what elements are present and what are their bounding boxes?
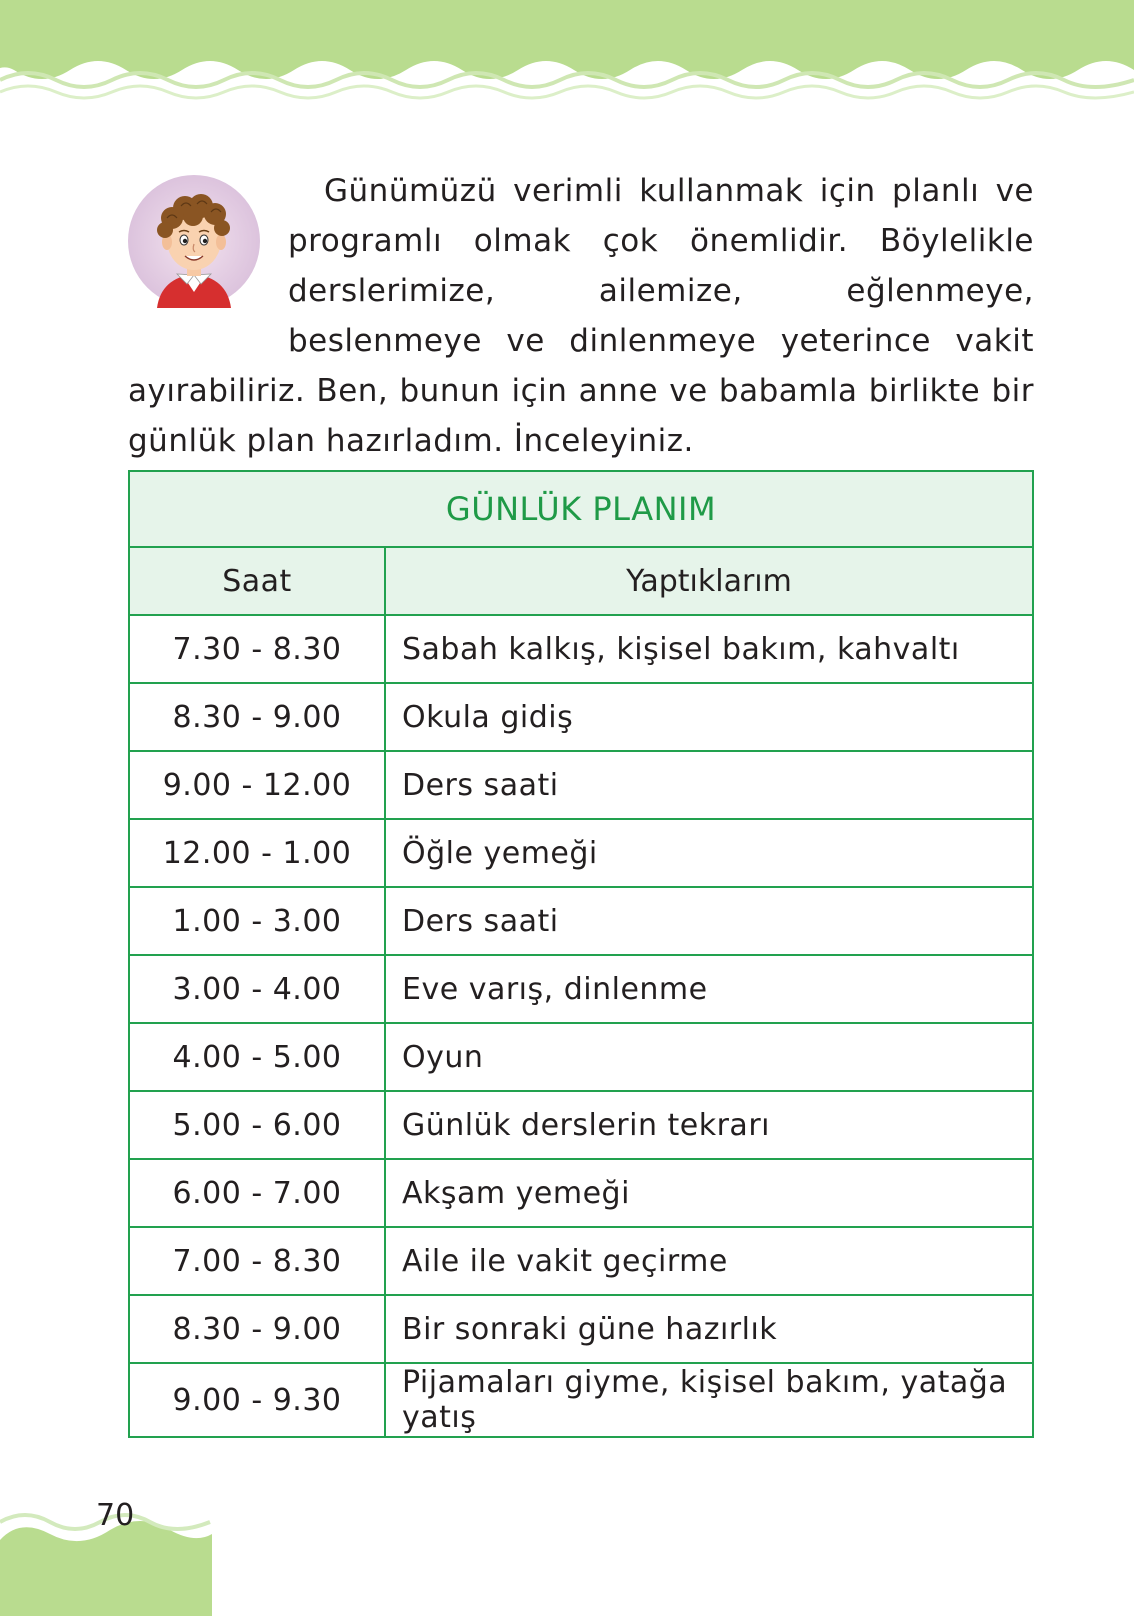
time-cell: 8.30 - 9.00: [129, 1295, 385, 1363]
time-cell: 9.00 - 9.30: [129, 1363, 385, 1437]
table-row: [129, 1091, 1033, 1159]
activity-cell: Okula gidiş: [385, 683, 1033, 751]
time-cell: 12.00 - 1.00: [129, 819, 385, 887]
top-wave-decoration: [0, 0, 1134, 110]
table-row: [129, 819, 1033, 887]
table-row: [129, 615, 1033, 683]
table-row: [129, 1363, 1033, 1437]
time-cell: 7.00 - 8.30: [129, 1227, 385, 1295]
table-row: [129, 887, 1033, 955]
activity-cell: Bir sonraki güne hazırlık: [385, 1295, 1033, 1363]
activity-cell: Öğle yemeği: [385, 819, 1033, 887]
activity-cell: Günlük derslerin tekrarı: [385, 1091, 1033, 1159]
column-header-activity: Yaptıklarım: [385, 547, 1033, 615]
intro-paragraph-text: Günümüzü verimli kullanmak için planlı ve programlı olmak çok önemlidir. Böylelikle derslerimize, ailemize, eğlenmeye, beslenmeye ve dinlenmeye yeterince vakit ayırabiliriz. Ben, bunun için anne ve babamla birlikte bir günlük plan hazırladım. İnceleyiniz.: [128, 173, 1034, 459]
table-title-row: [129, 471, 1033, 547]
table-row: [129, 1227, 1033, 1295]
activity-cell: Oyun: [385, 1023, 1033, 1091]
daily-plan-table: [128, 470, 1034, 1438]
time-cell: 4.00 - 5.00: [129, 1023, 385, 1091]
avatar-spacer: [128, 166, 288, 366]
table-title: GÜNLÜK PLANIM: [129, 471, 1033, 547]
time-cell: 8.30 - 9.00: [129, 683, 385, 751]
time-cell: 7.30 - 8.30: [129, 615, 385, 683]
time-cell: 5.00 - 6.00: [129, 1091, 385, 1159]
table-row: [129, 1023, 1033, 1091]
column-header-time: Saat: [129, 547, 385, 615]
table-header-row: [129, 547, 1033, 615]
time-cell: 6.00 - 7.00: [129, 1159, 385, 1227]
intro-paragraph: [128, 166, 1034, 466]
table-row: [129, 955, 1033, 1023]
table-row: [129, 1159, 1033, 1227]
table-row: [129, 683, 1033, 751]
table-row: [129, 751, 1033, 819]
time-cell: 3.00 - 4.00: [129, 955, 385, 1023]
activity-cell: Ders saati: [385, 751, 1033, 819]
time-cell: 9.00 - 12.00: [129, 751, 385, 819]
time-cell: 1.00 - 3.00: [129, 887, 385, 955]
activity-cell: Akşam yemeği: [385, 1159, 1033, 1227]
activity-cell: Ders saati: [385, 887, 1033, 955]
activity-cell: Pijamaları giyme, kişisel bakım, yatağa yatış: [385, 1363, 1033, 1437]
activity-cell: Aile ile vakit geçirme: [385, 1227, 1033, 1295]
page-number: 70: [96, 1498, 135, 1533]
activity-cell: Sabah kalkış, kişisel bakım, kahvaltı: [385, 615, 1033, 683]
activity-cell: Eve varış, dinlenme: [385, 955, 1033, 1023]
table-row: [129, 1295, 1033, 1363]
